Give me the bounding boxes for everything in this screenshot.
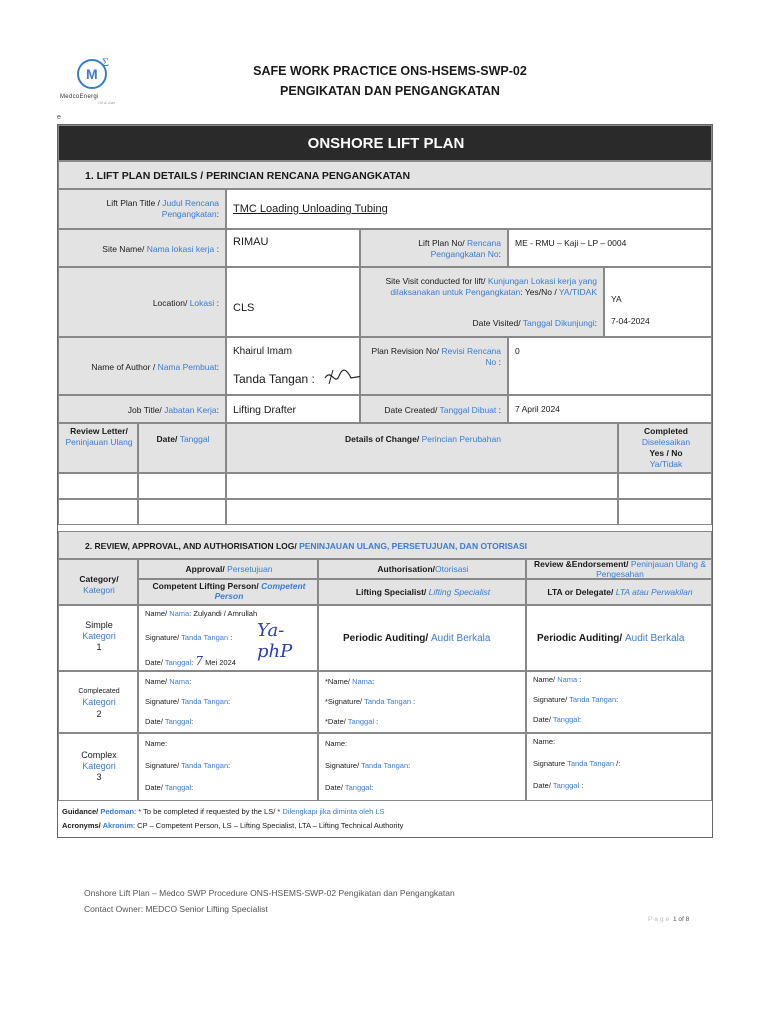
review-row1-date[interactable]: [138, 473, 226, 499]
author-name-value: Khairul Imam: [233, 346, 292, 357]
author-label: Name of Author / Nama Pembuat:: [58, 337, 226, 395]
complecated-review-cell[interactable]: Name/ Nama : Signature/ Tanda Tangan: Date/ Tanggal:: [526, 671, 712, 733]
logo-tagline: Oil & Gas: [98, 100, 116, 105]
footer-page-number: Page 1 of 8: [648, 916, 690, 923]
lta-header: LTA or Delegate/ LTA atau Perwakilan: [526, 579, 712, 605]
review-row2-date[interactable]: [138, 499, 226, 525]
category-header: Category/ Kategori: [58, 559, 138, 605]
date-created-field[interactable]: [508, 395, 712, 423]
review-date-header: Date/ Tanggal: [138, 423, 226, 473]
complecated-approval-cell[interactable]: Name/ Nama: Signature/ Tanda Tangan: Date/ Tanggal:: [138, 671, 318, 733]
lift-plan-no-value: ME - RMU – Kaji – LP – 0004: [515, 238, 627, 248]
section1-title: 1. LIFT PLAN DETAILS / PERINCIAN RENCANA PENGANGKATAN: [85, 170, 411, 182]
review-details-header: Details of Change/ Perincian Perubahan: [226, 423, 618, 473]
location-field[interactable]: [226, 267, 360, 337]
job-title-value: Lifting Drafter: [233, 404, 297, 416]
footer-contact-owner: Contact Owner: MEDCO Senior Lifting Specialist: [84, 904, 268, 914]
review-row2-completed[interactable]: [618, 499, 712, 525]
plan-revision-field[interactable]: [508, 337, 712, 395]
review-completed-header: Completed Diselesaikan Yes / No Ya/Tidak: [618, 423, 712, 473]
job-title-field[interactable]: [226, 395, 360, 423]
lift-plan-no-field[interactable]: [508, 229, 712, 267]
section2-title: 2. REVIEW, APPROVAL, AND AUTHORISATION LOG/ PENINJAUAN ULANG, PERSETUJUAN, DAN OTORISASI: [85, 541, 528, 551]
acronyms-note: Acronyms/ Akronim: CP – Competent Person, LS – Lifting Specialist, LTA – Lifting Technical Authority: [62, 821, 404, 830]
medco-logo-icon: [72, 56, 116, 92]
site-visit-label: Site Visit conducted for lift/ Kunjungan Lokasi kerja yang dilaksanakan untuk Pengangkatan: Yes/No / YA/TIDAK Date Visited/ Tanggal Dikunjungi:: [360, 267, 604, 337]
svg-text:Σ: Σ: [102, 56, 109, 69]
section2-header: [58, 531, 712, 559]
review-endorsement-header: Review &Endorsement/ Peninjauan Ulang & Pengesahan: [526, 559, 712, 579]
review-letter-header: Review Letter/ Peninjauan Ulang: [58, 423, 138, 473]
author-field[interactable]: [226, 337, 360, 395]
corner-mark: e: [57, 114, 61, 121]
lift-plan-form: [57, 124, 713, 838]
simple-name-value: Zulyandi / Amrullah: [193, 609, 258, 618]
review-row1-letter[interactable]: [58, 473, 138, 499]
form-title-bar: [58, 125, 712, 161]
lift-plan-title-value: TMC Loading Unloading Tubing: [233, 203, 388, 215]
cp-header: Competent Lifting Person/ Competent Person: [138, 579, 318, 605]
author-sign-label: Tanda Tangan :: [233, 372, 315, 386]
review-row1-completed[interactable]: [618, 473, 712, 499]
plan-revision-label: Plan Revision No/ Revisi Rencana No :: [360, 337, 508, 395]
complex-review-cell[interactable]: Name: Signature Tanda Tangan /: Date/ Tanggal :: [526, 733, 712, 801]
site-name-field[interactable]: [226, 229, 360, 267]
site-name-value: RIMAU: [233, 236, 269, 248]
simple-review-cell: Periodic Auditing/ Audit Berkala: [526, 605, 712, 671]
location-label: Location/ Lokasi :: [58, 267, 226, 337]
location-value: CLS: [233, 302, 255, 314]
lift-plan-title-field[interactable]: [226, 189, 712, 229]
simple-signature: Ya-phP: [257, 620, 293, 662]
site-name-label: Site Name/ Nama lokasi kerja :: [58, 229, 226, 267]
site-visit-field[interactable]: [604, 267, 712, 337]
form-title: ONSHORE LIFT PLAN: [307, 135, 465, 152]
svg-text:M: M: [86, 66, 98, 82]
author-signature-icon: [321, 364, 365, 390]
doc-title: SAFE WORK PRACTICE ONS-HSEMS-SWP-02: [253, 64, 527, 78]
plan-revision-value: 0: [515, 346, 520, 356]
complex-approval-cell[interactable]: Name: Signature/ Tanda Tangan: Date/ Tanggal:: [138, 733, 318, 801]
review-row1-details[interactable]: [226, 473, 618, 499]
footer-doc-ref: Onshore Lift Plan – Medco SWP Procedure ONS-HSEMS-SWP-02 Pengikatan dan Pengangkatan: [84, 888, 455, 898]
complecated-authorisation-cell[interactable]: *Name/ Nama: *Signature/ Tanda Tangan : *Date/ Tanggal :: [318, 671, 526, 733]
date-created-label: Date Created/ Tanggal Dibuat :: [360, 395, 508, 423]
ls-header: Lifting Specialist/ Lifting Specialist: [318, 579, 526, 605]
job-title-label: Job Title/ Jabatan Kerja:: [58, 395, 226, 423]
lift-plan-no-label: Lift Plan No/ Rencana Pengangkatan No:: [360, 229, 508, 267]
complex-category: Complex Kategori 3: [58, 733, 138, 801]
site-visit-value: YA: [611, 294, 622, 304]
section1-header: [58, 161, 712, 189]
approval-header: Approval/ Persetujuan: [138, 559, 318, 579]
authorisation-header: Authorisation/Otorisasi: [318, 559, 526, 579]
review-row2-details[interactable]: [226, 499, 618, 525]
guidance-note: Guidance/ Pedoman: * To be completed if requested by the LS/ * Dilengkapi jika diminta oleh LS: [62, 807, 385, 816]
lift-plan-title-label: Lift Plan Title / Judul Rencana Pengangkatan:: [58, 189, 226, 229]
date-created-value: 7 April 2024: [515, 404, 560, 414]
doc-subtitle: PENGIKATAN DAN PENGANGKATAN: [280, 84, 500, 98]
date-visited-value: 7-04-2024: [611, 316, 650, 326]
simple-authorisation-cell: Periodic Auditing/ Audit Berkala: [318, 605, 526, 671]
complecated-category: Complecated Kategori 2: [58, 671, 138, 733]
simple-category: Simple Kategori 1: [58, 605, 138, 671]
logo-brand: MedcoEnergi: [60, 94, 99, 100]
review-row2-letter[interactable]: [58, 499, 138, 525]
complex-authorisation-cell[interactable]: Name: Signature/ Tanda Tangan: Date/ Tanggal:: [318, 733, 526, 801]
simple-approval-cell[interactable]: Name/ Nama: Zulyandi / Amrullah Signature/ Tanda Tangan : Date/ Tanggal: 7 Mei 2024 Ya-phP: [138, 605, 318, 671]
